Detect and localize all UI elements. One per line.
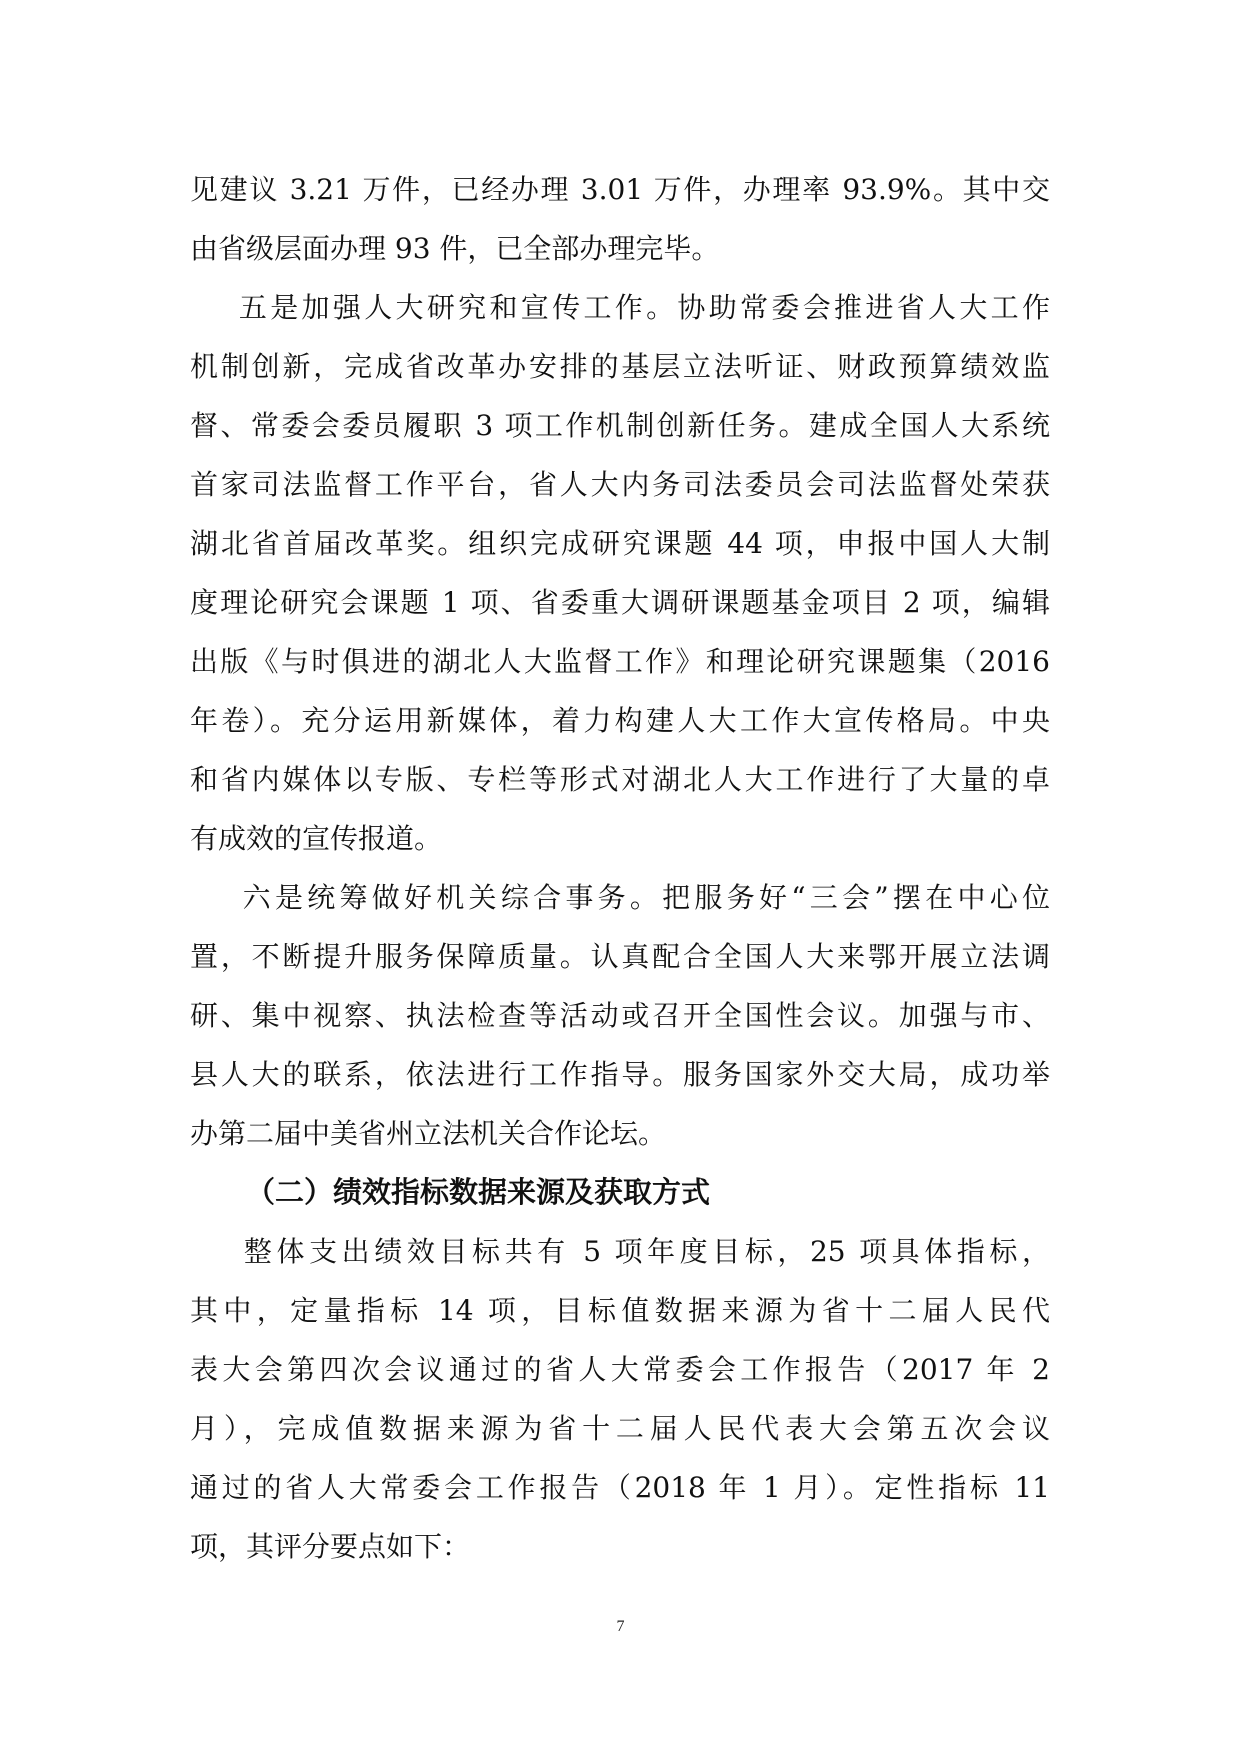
text-line: 有成效的宣传报道。 bbox=[190, 822, 443, 855]
text-line: 办第二届中美省州立法机关合作论坛。 bbox=[190, 1117, 667, 1150]
text-line: 置，不断提升服务保障质量。认真配合全国人大来鄂开展立法调 bbox=[190, 940, 1050, 973]
text-line: 表大会第四次会议通过的省人大常委会工作报告（2017 年 2 bbox=[190, 1353, 1050, 1386]
page-number: 7 bbox=[616, 1618, 625, 1635]
text-line: 通过的省人大常委会工作报告（2018 年 1 月）。定性指标 11 bbox=[190, 1471, 1050, 1504]
text-line: 出版《与时俱进的湖北人大监督工作》和理论研究课题集（2016 bbox=[190, 645, 1050, 678]
text-line: 月），完成值数据来源为省十二届人民代表大会第五次会议 bbox=[190, 1412, 1050, 1445]
text-line: 见建议 3.21 万件，已经办理 3.01 万件，办理率 93.9%。其中交 bbox=[190, 173, 1050, 206]
text-line: 首家司法监督工作平台，省人大内务司法委员会司法监督处荣获 bbox=[190, 468, 1050, 501]
section-heading: （二）绩效指标数据来源及获取方式 bbox=[246, 1175, 711, 1209]
text-line: 和省内媒体以专版、专栏等形式对湖北人大工作进行了大量的卓 bbox=[190, 763, 1050, 796]
text-line: 项，其评分要点如下： bbox=[190, 1530, 471, 1563]
text-line: 年卷）。充分运用新媒体，着力构建人大工作大宣传格局。中央 bbox=[190, 704, 1050, 737]
paragraph-start-line: 五是加强人大研究和宣传工作。协助常委会推进省人大工作 bbox=[190, 291, 1050, 324]
text-line: 督、常委会委员履职 3 项工作机制创新任务。建成全国人大系统 bbox=[190, 409, 1050, 442]
body-text bbox=[190, 160, 1050, 1576]
text-line: 由省级层面办理 93 件，已全部办理完毕。 bbox=[190, 232, 720, 265]
paragraph-start-line: 六是统筹做好机关综合事务。把服务好“三会”摆在中心位 bbox=[190, 881, 1050, 914]
text-line: 其中，定量指标 14 项，目标值数据来源为省十二届人民代 bbox=[190, 1294, 1050, 1327]
text-line: 度理论研究会课题 1 项、省委重大调研课题基金项目 2 项，编辑 bbox=[190, 586, 1050, 619]
text-line: 机制创新，完成省改革办安排的基层立法听证、财政预算绩效监 bbox=[190, 350, 1050, 383]
text-line: 县人大的联系，依法进行工作指导。服务国家外交大局，成功举 bbox=[190, 1058, 1050, 1091]
text-line: 研、集中视察、执法检查等活动或召开全国性会议。加强与市、 bbox=[190, 999, 1050, 1032]
text-line: 湖北省首届改革奖。组织完成研究课题 44 项，申报中国人大制 bbox=[190, 527, 1050, 560]
paragraph-start-line: 整体支出绩效目标共有 5 项年度目标，25 项具体指标， bbox=[190, 1235, 1050, 1268]
